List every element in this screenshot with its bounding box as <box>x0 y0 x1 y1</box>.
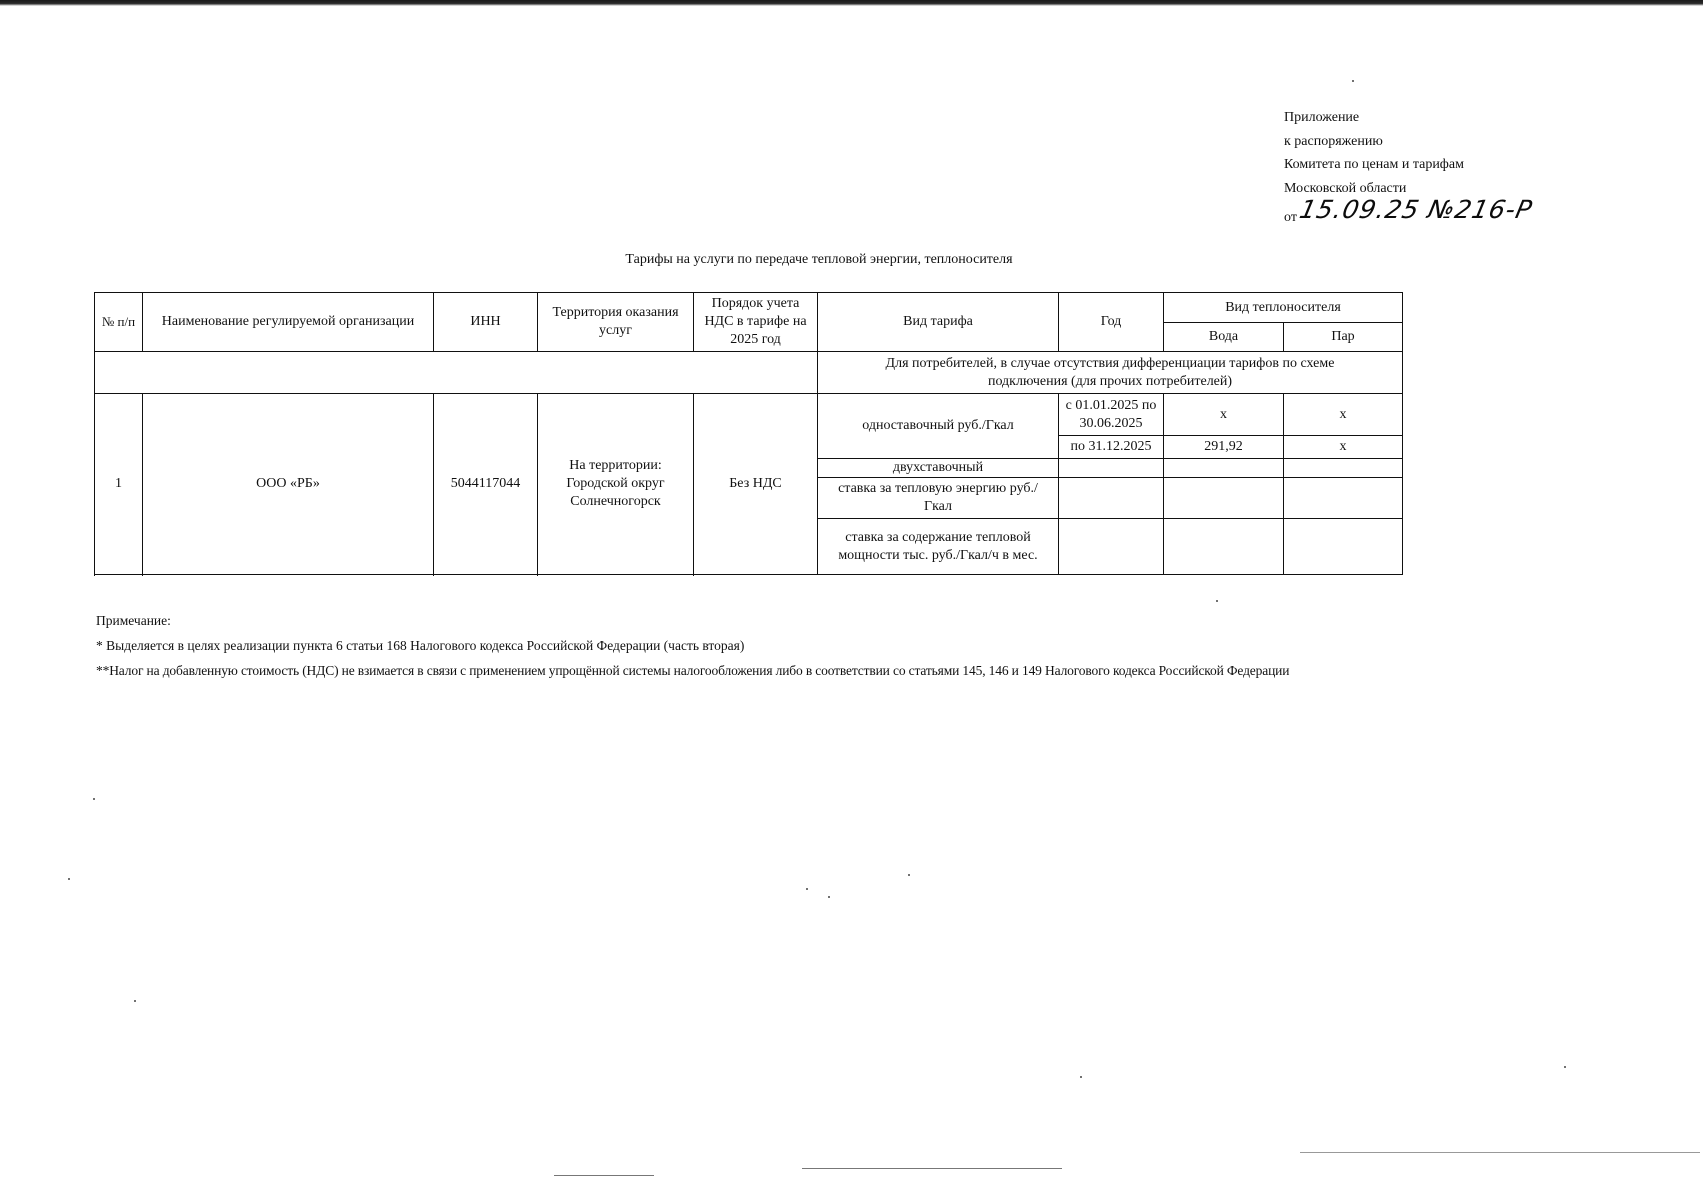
energy-rate-water <box>1164 478 1284 519</box>
two-rate-water <box>1164 459 1284 478</box>
appendix-line-1: Приложение <box>1284 110 1360 125</box>
notes-block <box>96 608 1289 683</box>
scan-speck <box>828 896 830 898</box>
period-1-water: x <box>1164 394 1284 436</box>
header-water: Вода <box>1164 323 1284 352</box>
appendix-line-3: Комитета по ценам и тарифам <box>1284 157 1464 172</box>
period-1-year: с 01.01.2025 по 30.06.2025 <box>1059 394 1164 436</box>
appendix-block <box>1284 106 1536 230</box>
scan-speck <box>806 888 808 890</box>
single-rate-label: одноставочный руб./Гкал <box>818 394 1059 459</box>
scan-speck <box>68 878 70 880</box>
row-vat: Без НДС <box>694 394 818 575</box>
scan-speck <box>1216 600 1218 602</box>
scan-speck <box>93 798 95 800</box>
row-territory: На территории: Городской округ Солнечногорск <box>538 394 694 575</box>
appendix-line-2: к распоряжению <box>1284 133 1383 149</box>
notes-heading: Примечание: <box>96 613 171 628</box>
scan-top-edge <box>0 0 1703 6</box>
header-territory: Территория оказания услуг <box>538 293 694 352</box>
row-org: ООО «РБ» <box>143 394 434 575</box>
scan-speck <box>134 1000 136 1002</box>
scan-speck <box>1080 1076 1082 1078</box>
scan-edge-line <box>554 1175 654 1176</box>
energy-rate-steam <box>1284 478 1403 519</box>
scan-speck <box>1564 1066 1566 1068</box>
document-title: Тарифы на услуги по передаче тепловой энергии, теплоносителя <box>625 252 1013 267</box>
tariff-table <box>94 292 1403 575</box>
row-num: 1 <box>95 394 143 575</box>
period-2-year: по 31.12.2025 <box>1059 436 1164 459</box>
period-1-steam: x <box>1284 394 1403 436</box>
order-date-prefix: от <box>1284 210 1297 225</box>
note-item-1: * Выделяется в целях реализации пункта 6 статьи 168 Налогового кодекса Российской Федерации (часть вторая) <box>96 638 745 653</box>
note-item-2: **Налог на добавленную стоимость (НДС) не взимается в связи с применением упрощённой системы налогообложения либо в соответствии со статьями 145, 146 и 149 Налогового кодекса Российской Федерации <box>96 663 1290 678</box>
header-vat-order: Порядок учета НДС в тарифе на 2025 год <box>694 293 818 352</box>
row-inn: 5044117044 <box>434 394 538 575</box>
two-rate-steam <box>1284 459 1403 478</box>
scan-edge-line <box>1300 1152 1700 1153</box>
two-rate-label: двухставочный <box>818 459 1059 478</box>
header-carrier: Вид теплоносителя <box>1164 293 1403 323</box>
header-steam: Пар <box>1284 323 1403 352</box>
header-org: Наименование регулируемой организации <box>143 293 434 352</box>
scan-edge-line <box>802 1168 1062 1169</box>
header-num: № п/п <box>95 293 143 352</box>
scan-speck <box>908 874 910 876</box>
capacity-rate-steam <box>1284 519 1403 575</box>
energy-rate-year <box>1059 478 1164 519</box>
capacity-rate-year <box>1059 519 1164 575</box>
scan-speck <box>1352 80 1354 82</box>
two-rate-year <box>1059 459 1164 478</box>
energy-rate-label: ставка за тепловую энергию руб./Гкал <box>818 478 1059 519</box>
header-tariff-type: Вид тарифа <box>818 293 1059 352</box>
capacity-rate-water <box>1164 519 1284 575</box>
section-heading: Для потребителей, в случае отсутствия дифференциации тарифов по схеме подключения (для прочих потребителей) <box>818 352 1403 394</box>
section-blank-cell <box>95 352 818 394</box>
order-date-number <box>1284 195 1536 230</box>
handwritten-date-number: 15.09.25 №216-Р <box>1296 195 1536 224</box>
period-2-steam: x <box>1284 436 1403 459</box>
capacity-rate-label: ставка за содержание тепловой мощности тыс. руб./Гкал/ч в мес. <box>818 519 1059 575</box>
appendix-line-4: Московской области <box>1284 180 1407 196</box>
header-year: Год <box>1059 293 1164 352</box>
header-inn: ИНН <box>434 293 538 352</box>
period-2-water: 291,92 <box>1164 436 1284 459</box>
